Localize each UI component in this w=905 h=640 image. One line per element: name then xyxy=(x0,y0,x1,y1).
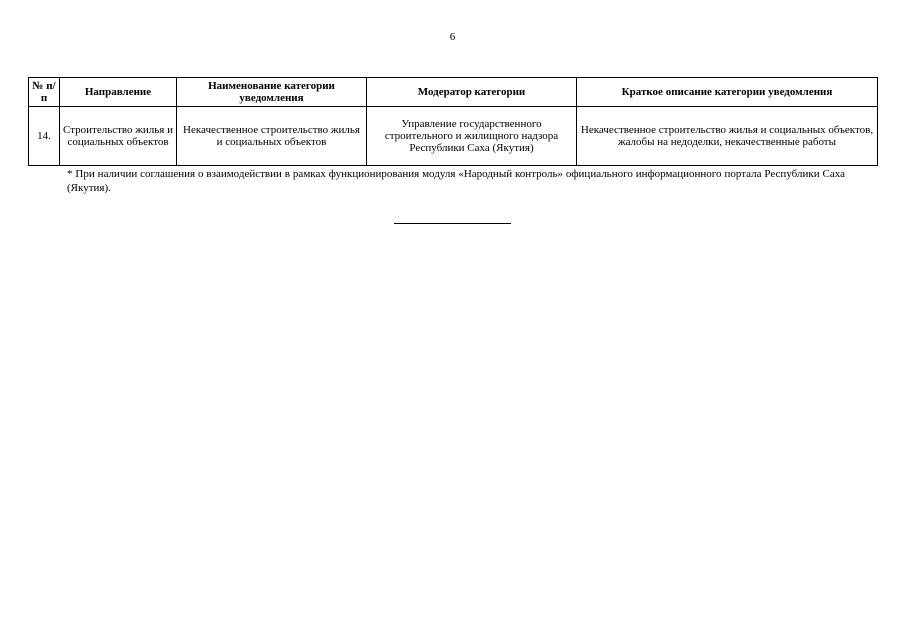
cell-moderator: Управление государственного строительного и жилищного надзора Республики Саха (Якутия) xyxy=(367,107,577,166)
footnote: * При наличии соглашения о взаимодействии в рамках функционирования модуля «Народный контроль» официального информационного портала Республики Саха (Якутия). xyxy=(67,168,845,194)
header-description: Краткое описание категории уведомления xyxy=(577,78,878,107)
header-direction: Направление xyxy=(60,78,177,107)
cell-direction: Строительство жилья и социальных объектов xyxy=(60,107,177,166)
cell-category-name: Некачественное строительство жилья и социальных объектов xyxy=(177,107,367,166)
cell-num: 14. xyxy=(29,107,60,166)
cell-description: Некачественное строительство жилья и социальных объектов, жалобы на недоделки, некачественные работы xyxy=(577,107,878,166)
header-category-name: Наименование категории уведомления xyxy=(177,78,367,107)
table-header-row xyxy=(29,78,878,107)
header-num: № п/п xyxy=(29,78,60,107)
page-number: 6 xyxy=(449,31,456,43)
category-table xyxy=(28,77,878,166)
header-moderator: Модератор категории xyxy=(367,78,577,107)
end-divider xyxy=(394,223,511,224)
table-row xyxy=(29,107,878,166)
